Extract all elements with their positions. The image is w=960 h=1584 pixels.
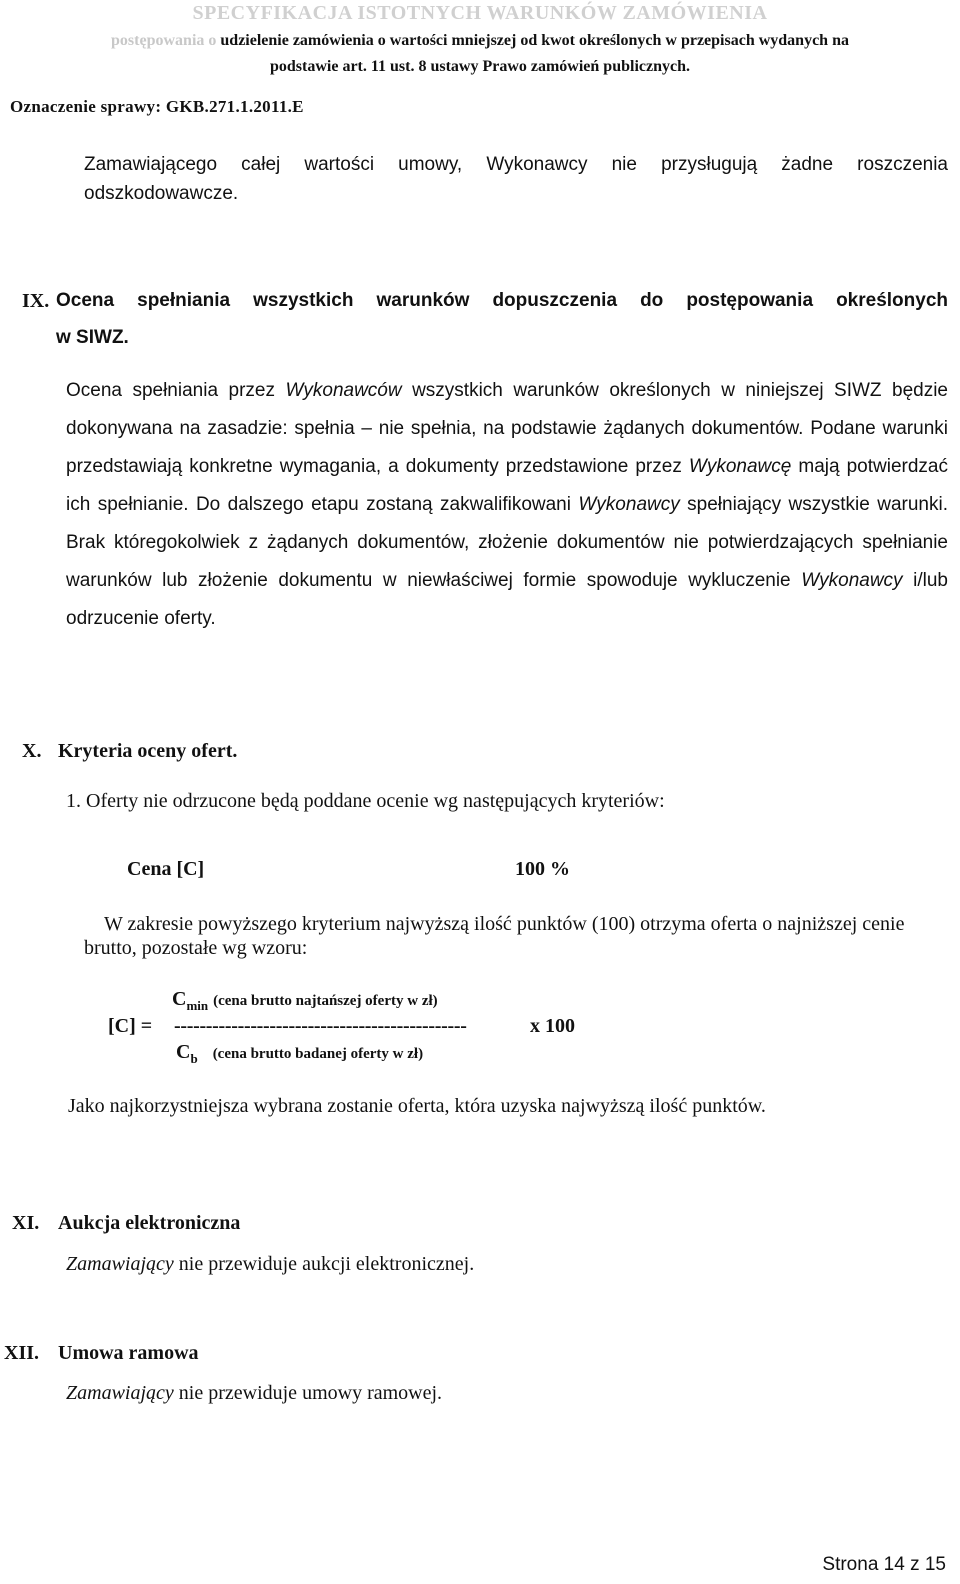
formula-cmin-subscript: min [186,998,209,1013]
criterion-weight: 100 % [515,858,570,880]
section-xi-heading: Aukcja elektroniczna [58,1212,241,1234]
text-run-italic: Wykonawcy [801,570,903,591]
section-x-heading: Kryteria oceny ofert. [58,740,238,762]
text-run-italic: Zamawiający [66,1382,174,1404]
section-xi-number: XI. [12,1212,40,1234]
section-x-number: X. [22,740,42,762]
text-run: i/lub odrzucenie oferty. [66,570,948,629]
text-run-italic: Wykonawców [285,380,402,401]
section-xii-text [66,1382,442,1405]
document-header-title: SPECYFIKACJA ISTOTNYCH WARUNKÓW ZAMÓWIENIA [192,2,768,24]
section-xii-heading: Umowa ramowa [58,1342,199,1364]
formula-multiplier: x 100 [530,1015,575,1037]
formula-cb [176,1041,423,1067]
page-number: Strona 14 z 15 [822,1554,946,1575]
criterion-conclusion: Jako najkorzystniejsza wybrana zostanie oferta, która uzyska najwyższą ilość punktów. [68,1095,766,1117]
header-line1-text: udzielenie zamówienia o wartości mniejszej od kwot określonych w przepisach wydanych na [220,32,849,49]
document-header-line1 [0,28,960,54]
continuation-line2: odszkodowawcze. [84,183,239,204]
section-xii-number: XII. [4,1342,40,1364]
formula-cmin [172,988,438,1014]
formula-cmin-symbol: C [172,988,187,1010]
formula-cb-subscript: b [190,1051,198,1066]
text-run: nie przewiduje umowy ramowej. [173,1382,443,1404]
formula-lhs: [C] = [108,1015,153,1037]
case-number: Oznaczenie sprawy: GKB.271.1.2011.E [10,97,304,116]
text-run-italic: Wykonawcę [688,456,792,477]
text-run: wszystkich warunków określonych w niniejszej SIWZ będzie dokonywana na zasadzie: spełnia – nie spełnia, na podstawie żądanych dokumentów. Podane warunki przedstawiają konkretne wymagania, a dokumenty przedstawione przez [66,380,948,477]
section-ix-number: IX. [22,290,50,312]
section-xi-text [66,1253,474,1276]
criterion-name: Cena [C] [127,858,205,880]
criterion-description: W zakresie powyższego kryterium najwyższą ilość punktów (100) otrzyma oferta o najniższej cenie brutto, pozostałe wg wzoru: [84,913,905,959]
text-run-italic: Wykonawcy [578,494,680,515]
header-line1-grey: postępowania o [111,32,221,49]
formula-cb-symbol: C [176,1041,191,1063]
formula-cb-description: (cena brutto badanej oferty w zł) [212,1046,424,1062]
formula-cmin-description: (cena brutto najtańszej oferty w zł) [213,993,438,1009]
text-run-italic: Zamawiający [66,1253,174,1275]
section-ix-paragraph [66,372,948,638]
text-run: mają potwierdzać ich spełnianie. Do dalszego etapu zostaną zakwalifikowani [66,456,948,515]
formula-fraction-line: ---------------------------------------------- [174,1015,467,1037]
section-ix-heading-line1: Ocena spełniania wszystkich warunków dopuszczenia do postępowania określonych [56,290,948,311]
text-run: spełniający wszystkie warunki. Brak któregokolwiek z żądanych dokumentów, złożenie dokumentów nie potwierdzających spełnianie warunków lub złożenie dokumentu w niewłaściwej formie spowoduje wykluczenie [66,494,948,591]
continuation-line1: Zamawiającego całej wartości umowy, Wykonawcy nie przysługują żadne roszczenia [84,154,948,175]
text-run: nie przewiduje aukcji elektronicznej. [173,1253,475,1275]
section-x-item1: 1. Oferty nie odrzucone będą poddane ocenie wg następujących kryteriów: [66,790,665,812]
document-header-line2: podstawie art. 11 ust. 8 ustawy Prawo zamówień publicznych. [269,58,690,75]
text-run: Ocena spełniania przez [66,380,286,401]
section-ix-heading-line2: w SIWZ. [56,327,129,348]
